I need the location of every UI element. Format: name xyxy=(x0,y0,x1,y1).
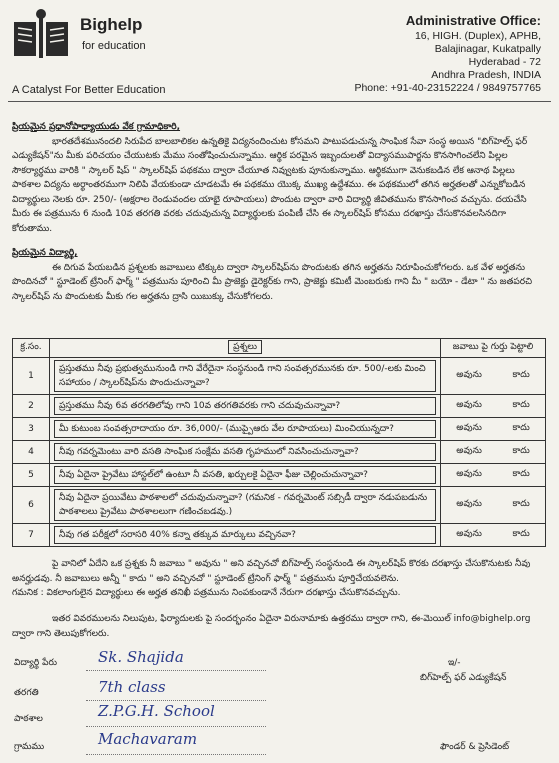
class-line xyxy=(86,700,266,701)
eligibility-table xyxy=(12,338,546,547)
answer-yes-option[interactable]: అవును xyxy=(456,423,482,433)
row-question xyxy=(50,418,441,441)
row-number: 2 xyxy=(13,395,50,418)
row-number: 4 xyxy=(13,441,50,464)
row-question xyxy=(50,358,441,395)
answer-options xyxy=(441,529,545,541)
village-label: గ్రామము xyxy=(14,742,45,752)
school-label: పాఠశాల xyxy=(14,714,43,724)
row-answer xyxy=(441,487,546,524)
intro-section xyxy=(12,120,545,236)
header-questions xyxy=(50,339,441,358)
row-question-text: నీవు ఏదైనా ప్రైవేటు హాస్టల్‌లో ఉంటూ నీ వసతి, ఖర్చులకై ఏదైనా ఫీజు చెల్లించుచున్నావా? xyxy=(54,466,436,484)
note-text: గమనిక : వికలాంగులైన విద్యార్థులు ఈ అర్హత తనిఖీ పత్రమును నింపకుండానే నేరుగా దరఖాస్తు చేసుకొనవచ్చును. xyxy=(12,588,401,598)
table-header-row xyxy=(13,339,546,358)
row-answer xyxy=(441,464,546,487)
office-title: Administrative Office: xyxy=(405,13,541,28)
table-row xyxy=(13,358,546,395)
row-question-text: నీవు గవర్నమెంటు వారి వసతి సాంఘిక సంక్షేమ వసతి గృహములో నివసించుచున్నావా? xyxy=(54,443,436,461)
answer-no-option[interactable]: కాదు xyxy=(512,469,530,479)
table-row xyxy=(13,487,546,524)
answer-yes-option[interactable]: అవును xyxy=(456,446,482,456)
signature-org: బిగ్‌హెల్ప్ ఫర్ ఎడ్యుకేషన్ xyxy=(420,673,507,683)
answer-options xyxy=(441,446,545,458)
student-section xyxy=(12,246,545,304)
answer-options xyxy=(441,400,545,412)
answer-yes-option[interactable]: అవును xyxy=(456,499,482,509)
row-question-text: నీవు గత పరీక్షలో సరాసరి 40% కన్నా తక్కువ మార్కులు వచ్చినవా? xyxy=(54,526,436,544)
class-label: తరగతి xyxy=(14,688,39,698)
header-divider xyxy=(8,101,551,102)
answer-no-option[interactable]: కాదు xyxy=(512,446,530,456)
table-body xyxy=(13,358,546,547)
row-question xyxy=(50,395,441,418)
office-line: 16, HIGH. (Duplex), APHB, xyxy=(414,30,541,42)
class-value[interactable]: 7th class xyxy=(98,678,166,696)
intro-paragraph: భారతదేశమునందలి సిరుపేద బాలబాలికల ఉన్నతికై విద్యనందించుట కోసమని పాటుపడుచున్న సాంఘిక సేవా సంస్థ అయిన "బిగ్‌హెల్ప్ ఫర్ ఎడ్యుకేషన్"ను మీకు పరిచయం చేయుటకు మేము సంతోషించుచున్నాము. ఆర్థిక పరమైన ఇబ్బందులతో విద్యాసముపార్జను కొనసాగించలేని పిల్లల సౌకర్యార్థము వారికి " స్కాలర్ షిప్ " స్కాలర్‌షిప్ పథకము ద్వారా చేయూత నివ్వుటకు పూనుకున్నాము. ఆర్థికముగా వెనుకబడిన లేక ఆనాథ పిల్లలు పాఠశాల విద్యను అర్థాంతరముగా నిలిపి వేయకుండా చూడటమే ఈ పథకము యొక్క ముఖ్య ఉద్దేశము. ఈ పథకములో తగిన అర్హతలతో ఎన్నుకోబడిన విద్యార్థులు నెలకు రూ. 250/- (అక్షరాల రెండువందల యాభై రూపాయలు) పొందుట ద్వారా వారి విద్యార్థి జీవితమును కొనసాగించ వచ్చును. దయచేసి మీరు ఈ పత్రమును 6 నుండి 10వ తరగతి వరకు చదువుచున్న విద్యార్థులకు పంపిణీ చేసి ఈ స్కాలర్‌షిప్ కోసము దరఖాస్తు చేసుకొనవలసినదిగా కోరుతాము. xyxy=(12,136,528,234)
answer-no-option[interactable]: కాదు xyxy=(512,370,530,380)
village-line xyxy=(86,754,266,755)
answer-no-option[interactable]: కాదు xyxy=(512,529,530,539)
closing-section xyxy=(12,557,545,601)
village-value[interactable]: Machavaram xyxy=(98,730,198,748)
brand-subtitle: for education xyxy=(82,40,146,52)
row-question xyxy=(50,441,441,464)
office-phone: Phone: +91-40-23152224 / 9849757765 xyxy=(354,82,541,94)
row-question-text: నీవు ఏదైనా ప్రయివేటు పాఠశాలలో చదువుచున్నావా? (గమనిక - గవర్నమెంట్ సబ్సిడీ ద్వారా నడుపబడును పాఠశాలలు ప్రైవేటు పాఠశాలలుగా గణించబడవు.) xyxy=(54,489,436,521)
row-question xyxy=(50,524,441,547)
row-number: 3 xyxy=(13,418,50,441)
table-row xyxy=(13,395,546,418)
row-question xyxy=(50,487,441,524)
brand-name: Bighelp xyxy=(80,15,143,34)
student-name-line xyxy=(86,670,266,671)
bighelp-logo-icon xyxy=(12,8,70,62)
salutation-headmaster: ప్రియమైన ప్రధానోపాధ్యాయుడు వేక గ్రామాధికారి, xyxy=(12,122,181,132)
row-question-text: ప్రస్తుతము నీవు 6వ తరగతిలోవు గాని 10వ తరగతివరకు గాని చదువుచున్నావా? xyxy=(54,397,436,415)
row-answer xyxy=(441,441,546,464)
header-questions-label: ప్రశ్నలు xyxy=(228,340,262,354)
row-number: 1 xyxy=(13,358,50,395)
table-row xyxy=(13,441,546,464)
row-question xyxy=(50,464,441,487)
contact-paragraph: ఇతర వివరములను నిలుపుట, ఫిర్యాదులకు పై సందర్భంనం ఏదైనా విరునామాకు ఉత్తరము ద్వారా గాని, ఈ-మెయిల్ info@bighelp.org ద్వారా గాని తెలుపుకోగలరు. xyxy=(12,614,531,639)
signature-mark: ఇ/- xyxy=(448,658,461,668)
answer-options xyxy=(441,469,545,481)
school-value[interactable]: Z.P.G.H. School xyxy=(98,702,215,720)
answer-no-option[interactable]: కాదు xyxy=(512,400,530,410)
office-line: Andhra Pradesh, INDIA xyxy=(431,69,541,81)
row-answer xyxy=(441,395,546,418)
student-name-value[interactable]: Sk. Shajida xyxy=(98,648,184,666)
row-number: 7 xyxy=(13,524,50,547)
answer-yes-option[interactable]: అవును xyxy=(456,370,482,380)
answer-no-option[interactable]: కాదు xyxy=(512,499,530,509)
row-answer xyxy=(441,418,546,441)
tagline: A Catalyst For Better Education xyxy=(12,84,166,96)
salutation-student: ప్రియమైన విద్యార్థి, xyxy=(12,248,78,258)
office-address xyxy=(354,12,541,95)
answer-options xyxy=(441,370,545,382)
answer-no-option[interactable]: కాదు xyxy=(512,423,530,433)
answer-options xyxy=(441,423,545,435)
answer-yes-option[interactable]: అవును xyxy=(456,529,482,539)
row-question-text: మీ కుటుంబ సంవత్సరాదాయం రూ. 36,000/- (ముప్పైఆరు వేల రూపాయలు) మించియున్నదా? xyxy=(54,420,436,438)
table-row xyxy=(13,464,546,487)
table-row xyxy=(13,524,546,547)
office-line: Balajinagar, Kukatpally xyxy=(434,43,541,55)
row-question-text: ప్రస్తుతము నీవు ప్రభుత్వమునుండి గాని వేరేదైనా సంస్థనుండి గాని సంవత్సరమునకు రూ. 500/-లకు మించి సహాయం / స్కాలర్‌షిప్‌ను పొందుచున్నావా? xyxy=(54,360,436,392)
row-answer xyxy=(441,358,546,395)
signature-title: ఫౌండర్ & ప్రెసిడెంట్ xyxy=(440,742,510,752)
answer-yes-option[interactable]: అవును xyxy=(456,400,482,410)
school-line xyxy=(86,726,266,727)
header-answer: జవాబు పై గుర్తు పెట్టాలి xyxy=(441,339,546,358)
student-name-label: విద్యార్థి పేరు xyxy=(14,658,57,668)
closing-paragraph: పై వానిలో ఏదేని ఒక ప్రశ్నకు నీ జవాబు " అవును " అని వచ్చినచో బిగ్‌హెల్ప్ సంస్థనుండి ఈ స్కాలర్‌షిప్ కొరకు దరఖాస్తు చేసుకొనుటకు నీవు అనర్హుడవు. నీ జవాబులు అన్నీ " కాదు " అని వచ్చినచో " స్టూడెంట్ ట్రేనింగ్ ఫార్మ్ " పత్రమును పూర్తిచేయవలెను. xyxy=(12,559,531,584)
row-answer xyxy=(441,524,546,547)
answer-options xyxy=(441,499,545,511)
student-paragraph: ఈ దిగువ పేయబడిన ప్రశ్నలకు జవాబులు టిక్కుట ద్వారా స్కాలర్‌షిప్‌ను పొందుటకు తగిన అర్హతను నిరూపించుకోగలరు. ఒక వేళ అర్హతను పొందినచో " స్టూడెంట్ ట్రేనింగ్ ఫార్మ్ " పత్రమును పూరించి మీ ప్రాజెక్టు డైరెక్టర్‌కు గాని, ప్రాజెక్టు కమిటీ మెంబరుకు గాని మీ " బయో - డేటా " ను జతపరచి స్కాలర్‌షిప్ ను పొందుటకు మీకు గల అర్హతను ద్రాసి యిబుక్కు చేసుకోగలరు. xyxy=(12,262,533,302)
table-row xyxy=(13,418,546,441)
header-sno: క్ర.సం. xyxy=(13,339,50,358)
row-number: 5 xyxy=(13,464,50,487)
row-number: 6 xyxy=(13,487,50,524)
office-line: Hyderabad - 72 xyxy=(468,56,541,68)
answer-yes-option[interactable]: అవును xyxy=(456,469,482,479)
